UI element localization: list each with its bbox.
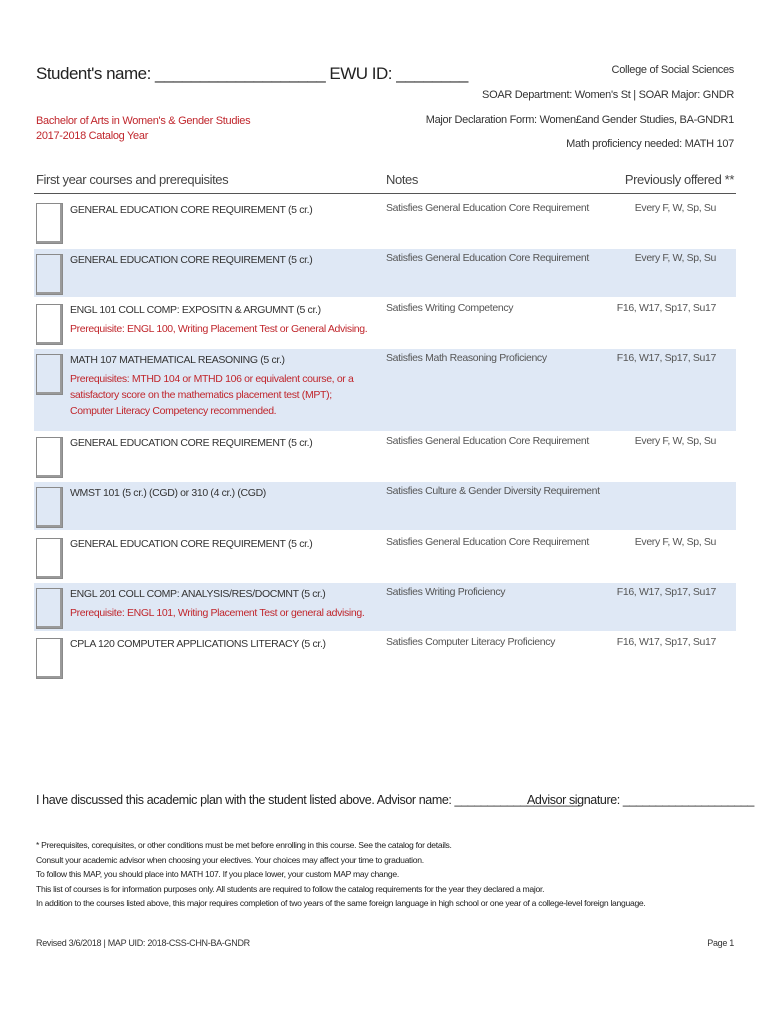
column-notes: Notes — [386, 172, 418, 187]
course-checkbox[interactable] — [36, 254, 63, 295]
advisor-signature: Advisor signature: ____________________ — [527, 793, 754, 807]
course-checkbox[interactable] — [36, 437, 63, 478]
course-title: GENERAL EDUCATION CORE REQUIREMENT (5 cr.) — [70, 437, 313, 449]
footnote-prerequisites: * Prerequisites, corequisites, or other conditions must be met before enrolling in this course. See the catalog for details. — [36, 840, 452, 850]
course-note: Satisfies Writing Competency — [386, 302, 514, 314]
course-offered: Every F, W, Sp, Su — [634, 252, 716, 264]
course-checkbox[interactable] — [36, 538, 63, 579]
page-number: Page 1 — [707, 938, 734, 948]
footnote-math-placement: To follow this MAP, you should place into MATH 107. If you place lower, your custom MAP may change. — [36, 869, 399, 880]
course-note: Satisfies Writing Proficiency — [386, 586, 506, 598]
course-row — [34, 199, 736, 247]
course-row — [34, 633, 736, 681]
course-title: ENGL 201 COLL COMP: ANALYSIS/RES/DOCMNT (5 cr.) — [70, 588, 326, 600]
course-note: Satisfies Math Reasoning Proficiency — [386, 352, 547, 364]
program-title: Bachelor of Arts in Women's & Gender Studies — [36, 115, 251, 127]
header-divider — [34, 193, 736, 194]
course-note: Satisfies General Education Core Requirement — [386, 536, 589, 548]
column-offered: Previously offered ** — [624, 172, 734, 187]
footnote-foreign-language: In addition to the courses listed above, this major requires completion of two years of the same foreign language in high school or one year of a college-level foreign language. — [36, 898, 646, 909]
course-offered: F16, W17, Sp17, Su17 — [616, 586, 716, 598]
course-title: MATH 107 MATHEMATICAL REASONING (5 cr.) — [70, 354, 285, 366]
course-title: WMST 101 (5 cr.) (CGD) or 310 (4 cr.) (CGD) — [70, 487, 266, 499]
course-offered: Every F, W, Sp, Su — [634, 435, 716, 447]
course-title: GENERAL EDUCATION CORE REQUIREMENT (5 cr.) — [70, 204, 313, 216]
course-offered: Every F, W, Sp, Su — [634, 202, 716, 214]
course-checkbox[interactable] — [36, 354, 63, 395]
course-title: GENERAL EDUCATION CORE REQUIREMENT (5 cr.) — [70, 254, 313, 266]
course-prerequisite: Prerequisites: MTHD 104 or MTHD 106 or equivalent course, or a satisfactory score on the mathematics placement test (MPT); Computer Literacy Competency recommended. — [70, 373, 354, 417]
course-note: Satisfies Computer Literacy Proficiency — [386, 636, 556, 648]
course-offered: Every F, W, Sp, Su — [634, 536, 716, 548]
course-prerequisite: Prerequisite: ENGL 100, Writing Placement Test or General Advising. — [70, 323, 368, 335]
course-offered: F16, W17, Sp17, Su17 — [616, 302, 716, 314]
course-note: Satisfies General Education Core Requirement — [386, 252, 589, 264]
course-checkbox[interactable] — [36, 588, 63, 629]
course-title: CPLA 120 COMPUTER APPLICATIONS LITERACY (5 cr.) — [70, 638, 326, 650]
course-row — [34, 249, 736, 297]
course-row — [34, 349, 736, 431]
course-checkbox[interactable] — [36, 203, 63, 244]
math-proficiency: Math proficiency needed: MATH 107 — [566, 138, 734, 150]
course-row — [34, 482, 736, 530]
course-checkbox[interactable] — [36, 487, 63, 528]
catalog-year: 2017-2018 Catalog Year — [36, 130, 149, 142]
course-row — [34, 432, 736, 480]
course-title: GENERAL EDUCATION CORE REQUIREMENT (5 cr.) — [70, 538, 313, 550]
footnote-electives: Consult your academic advisor when choosing your electives. Your choices may affect your time to graduation. — [36, 854, 424, 865]
course-note: Satisfies General Education Core Requirement — [386, 202, 589, 214]
course-prerequisite: Prerequisite: ENGL 101, Writing Placement Test or general advising. — [70, 607, 365, 619]
column-courses: First year courses and prerequisites — [36, 172, 229, 187]
course-row — [34, 533, 736, 581]
student-name-line: Student's name: ___________________ EWU ID: ________ — [36, 64, 468, 83]
college-name: College of Social Sciences — [611, 64, 734, 76]
course-row — [34, 583, 736, 631]
footnote-information: This list of courses is for information purposes only. All students are required to follow the catalog requirements for the year they declared a major. — [36, 883, 545, 894]
course-title: ENGL 101 COLL COMP: EXPOSITN & ARGUMNT (5 cr.) — [70, 304, 321, 316]
course-offered: F16, W17, Sp17, Su17 — [616, 352, 716, 364]
program-info — [36, 114, 250, 144]
soar-info: SOAR Department: Women's St | SOAR Major: GNDR — [482, 89, 734, 101]
advisor-statement: I have discussed this academic plan with the student listed above. Advisor name: ___________________ — [36, 793, 580, 807]
revision-info: Revised 3/6/2018 | MAP UID: 2018-CSS-CHN-BA-GNDR — [36, 938, 250, 948]
course-note: Satisfies Culture & Gender Diversity Requirement — [386, 485, 600, 497]
course-checkbox[interactable] — [36, 304, 63, 345]
course-checkbox[interactable] — [36, 638, 63, 679]
course-offered: F16, W17, Sp17, Su17 — [616, 636, 716, 648]
course-row — [34, 299, 736, 347]
course-note: Satisfies General Education Core Requirement — [386, 435, 589, 447]
major-declaration-form: Major Declaration Form: Women£and Gender Studies, BA-GNDR1 — [425, 114, 734, 126]
footnotes — [36, 838, 646, 911]
